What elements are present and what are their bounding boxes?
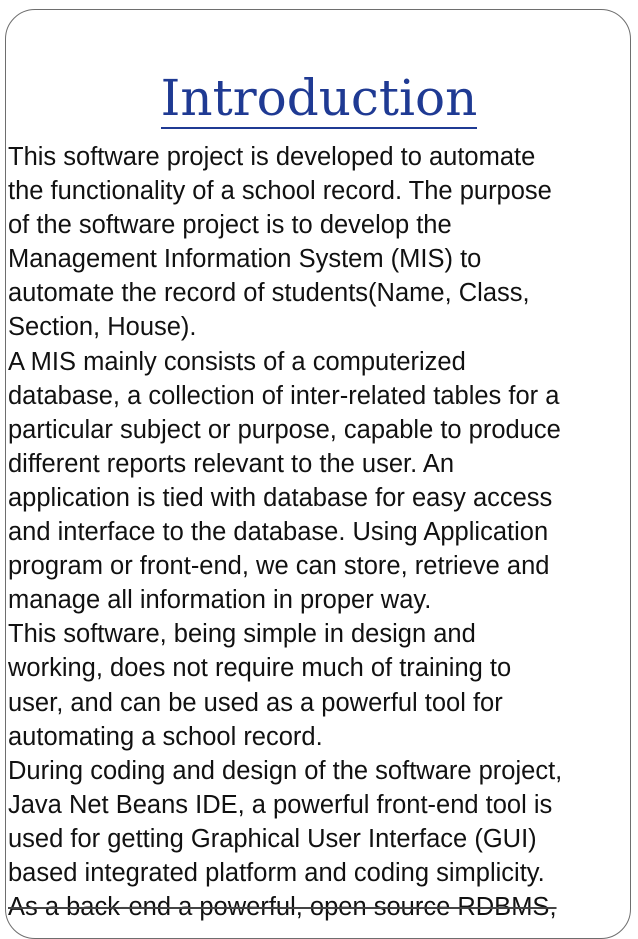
body-line: This software project is developed to automate [8,143,536,171]
body-line: of the software project is to develop the [8,211,452,240]
body-line: used for getting Graphical User Interface (GUI) [8,824,537,853]
slide-title-text: Introduction [160,69,478,127]
body-line: During coding and design of the software project, [8,756,563,785]
body-line: Management Information System (MIS) to [8,245,482,274]
slide-body [8,140,636,924]
body-line: automating a school record. [8,722,323,751]
body-line: A MIS mainly consists of a computerized [8,347,466,376]
body-line: program or front-end, we can store, retrieve and [8,552,550,581]
body-line: particular subject or purpose, capable to produce [8,415,561,444]
slide-title [0,58,638,138]
body-line: manage all information in proper way. [8,586,432,615]
body-line: and interface to the database. Using Application [8,518,549,547]
body-line: user, and can be used as a powerful tool for [8,688,503,717]
body-line: This software, being simple in design and [8,620,476,649]
body-line: Section, House). [8,313,197,342]
body-line: As a back-end a powerful, open source RDBMS, [8,893,557,922]
body-line: based integrated platform and coding simplicity. [8,858,545,887]
body-line: different reports relevant to the user. An [8,449,455,478]
body-line: the functionality of a school record. The purpose [8,177,552,206]
body-line: working, does not require much of training to [8,654,512,683]
body-line: automate the record of students(Name, Class, [8,279,530,308]
body-line: Java Net Beans IDE, a powerful front-end tool is [8,790,553,819]
body-line: database, a collection of inter-related tables for a [8,381,560,410]
body-line: application is tied with database for easy access [8,483,553,512]
